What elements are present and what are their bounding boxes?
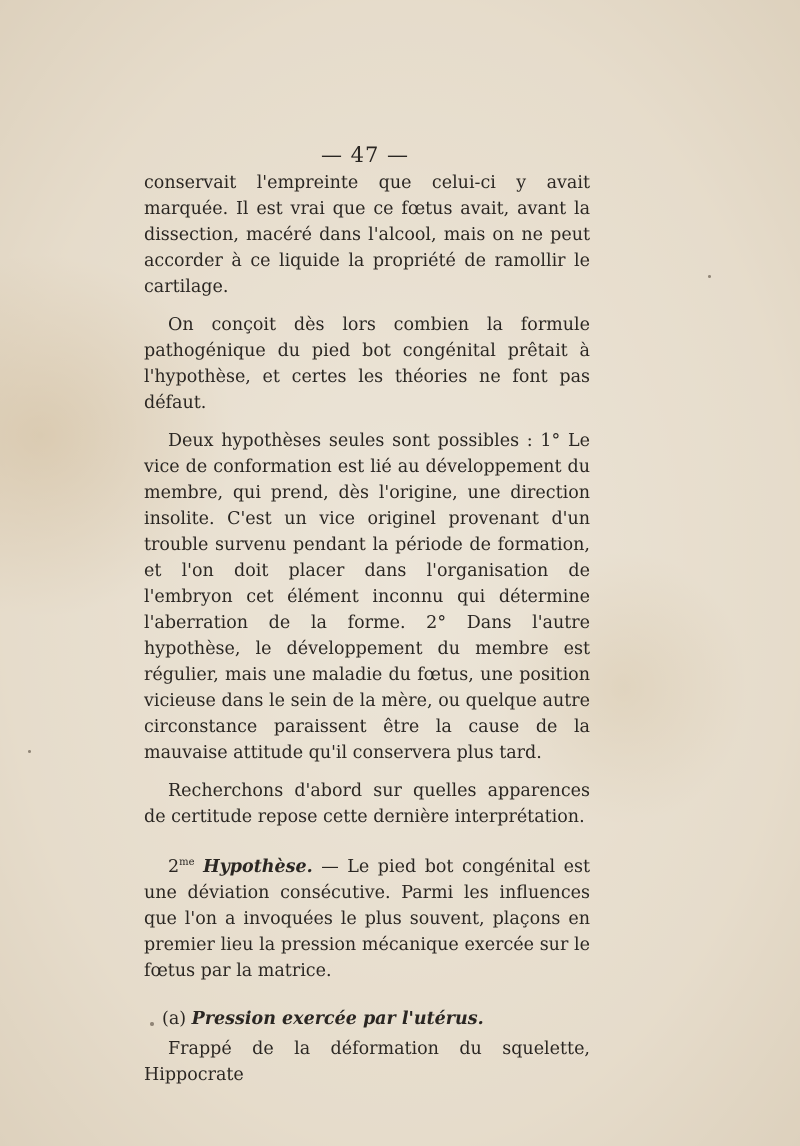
paragraph-4: Recherchons d'abord sur quelles apparences de certitude repose cette dernière interprétation. [144,781,590,827]
paragraph-7: Frappé de la déformation du squelette, Hippocrate [144,1038,590,1085]
hypothesis-text: — Le pied bot congénital est une déviation consécutive. Parmi les influences que l'on a invoquées le plus souvent, plaçons en premier lieu la pression mécanique exercée sur le fœtus par la matrice. [144,856,590,981]
ink-speck [28,750,31,753]
hypothesis-number: 2 [168,856,180,877]
hypothesis-ordinal: me [179,857,195,868]
page-number: — 47 — [320,143,410,167]
paragraph-3: Deux hypothèses seules sont possibles : 1° Le vice de conformation est lié au développement du membre, qui prend, dès l'origine, une direction insolite. C'est un vice originel provenant d'un trouble survenu pendant la période de formation, et l'on doit placer dans l'organisation de l'embryon cet élément inconnu qui détermine l'aberration de la forme. 2° Dans l'autre hypothèse, le développement du membre est régulier, mais une maladie du fœtus, une position vicieuse dans le sein de la mère, ou quelque autre circonstance paraissent être la cause de la mauvaise attitude qu'il conservera plus tard. [144,431,590,763]
hypothesis-heading: Hypothèse. [203,856,313,877]
subsection-heading [144,1006,590,1032]
subsection-title: Pression exercée par l'utérus. [191,1008,484,1029]
paragraph-5 [144,850,590,984]
ink-speck [708,275,711,278]
subsection-label: (a) [162,1008,192,1029]
paragraph-1: conservait l'empreinte que celui-ci y avait marquée. Il est vrai que ce fœtus avait, avant la dissection, macéré dans l'alcool, mais on ne peut accorder à ce liquide la propriété de ramollir le cartilage. [144,173,590,297]
body-text [144,170,590,1088]
paragraph-2: On conçoit dès lors combien la formule pathogénique du pied bot congénital prêtait à l'hypothèse, et certes les théories ne font pas défaut. [144,315,590,413]
ink-speck [150,1022,154,1026]
